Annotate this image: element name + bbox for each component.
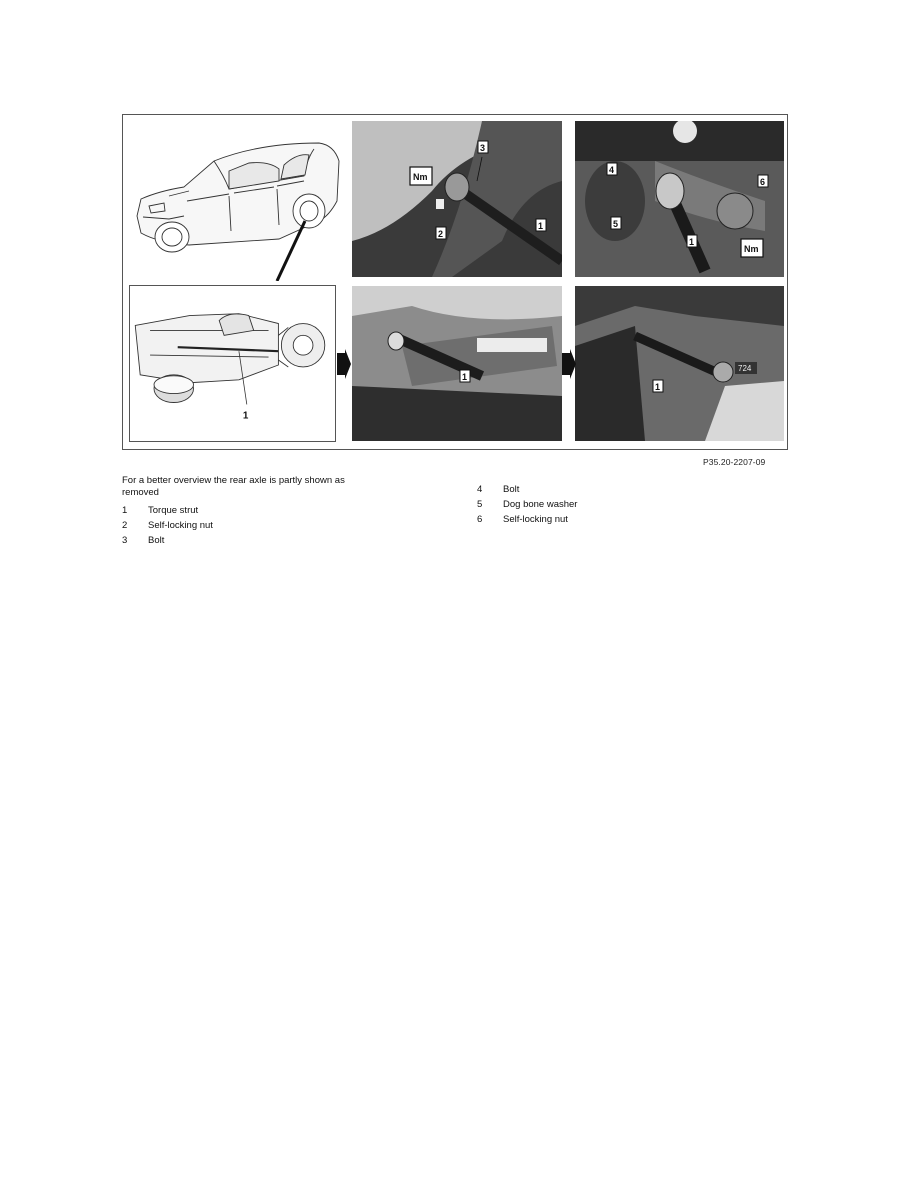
- photo-3: [352, 286, 562, 441]
- callout-4: 4: [609, 165, 615, 175]
- legend-label: Self-locking nut: [503, 514, 568, 525]
- legend-number: 6: [477, 514, 483, 525]
- figure-reference: P35.20-2207-09: [703, 457, 766, 467]
- callout-1-photo4: 1: [655, 382, 661, 392]
- legend-label: Bolt: [148, 535, 165, 546]
- photo-strut-wheel-carrier: [575, 286, 784, 441]
- callout-1-photo2: 1: [689, 237, 695, 247]
- callout-1: 1: [242, 410, 249, 422]
- arrow-right-icon: [337, 349, 351, 379]
- photo-strut-mount-wheel: [575, 121, 784, 277]
- photo-2: [575, 121, 784, 277]
- callout-6: 6: [760, 177, 766, 187]
- vehicle-illustration: [129, 121, 344, 281]
- part-tag: 724: [738, 364, 752, 373]
- torque-symbol-2: Nm: [744, 244, 759, 254]
- arrow-right-icon: [562, 349, 576, 379]
- rear-axle-illustration: [129, 285, 336, 442]
- legend-left: [122, 505, 322, 550]
- legend-label: Torque strut: [148, 505, 199, 516]
- legend-number: 4: [477, 484, 483, 495]
- legend-label: Self-locking nut: [148, 520, 213, 531]
- figure-caption: For a better overview the rear axle is partly shown as removed: [122, 475, 345, 498]
- callout-3: 3: [480, 143, 486, 153]
- legend-number: 5: [477, 499, 483, 510]
- photo-4: [575, 286, 784, 441]
- legend-label: Dog bone washer: [503, 499, 578, 510]
- callout-1-photo3: 1: [462, 372, 468, 382]
- rear-axle-drawing: [130, 286, 335, 441]
- callout-2: 2: [438, 229, 444, 239]
- photo-1: [352, 121, 562, 277]
- legend-label: Bolt: [503, 484, 520, 495]
- photo-strut-mount-top: [352, 121, 562, 277]
- legend-number: 2: [122, 520, 128, 531]
- vehicle-drawing: [129, 121, 344, 281]
- callout-5: 5: [613, 219, 619, 229]
- torque-symbol: Nm: [413, 172, 428, 182]
- repair-figure: [122, 114, 788, 450]
- legend-right: [477, 484, 677, 529]
- legend-number: 1: [122, 505, 128, 516]
- callout-1-photo1: 1: [538, 221, 544, 231]
- photo-strut-underbody: [352, 286, 562, 441]
- legend-number: 3: [122, 535, 128, 546]
